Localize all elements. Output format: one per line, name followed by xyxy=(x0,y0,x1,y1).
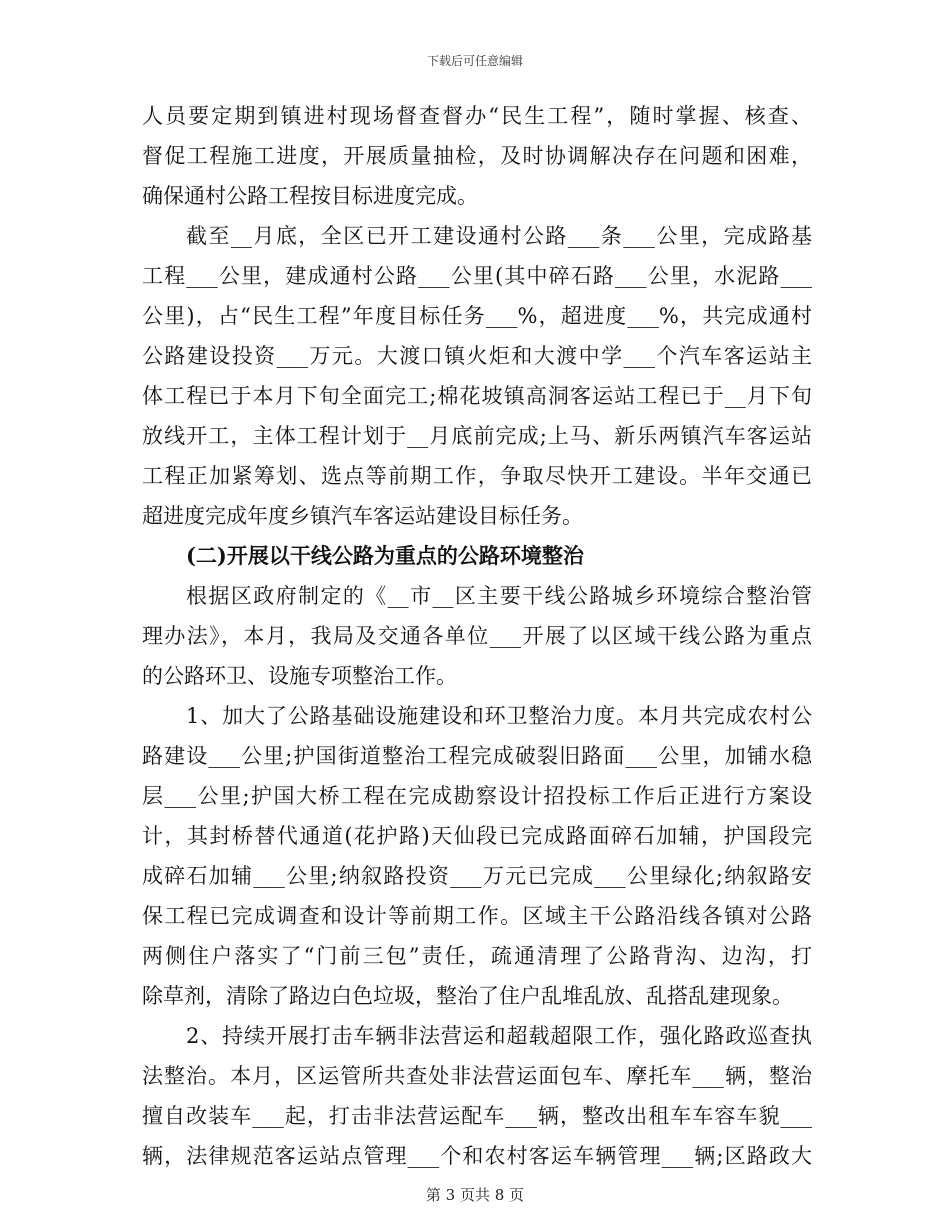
section-heading: (二)开展以干线公路为重点的公路环境整治 xyxy=(186,543,584,568)
body-line: 除草剂，清除了路边白色垃圾，整治了住户乱堆乱放、乱搭乱建现象。 xyxy=(142,984,793,1008)
body-line: 工程___公里，建成通村公路___公里(其中碎石路___公里，水泥路___ xyxy=(142,264,812,288)
body-line: 计，其封桥替代通道(花护路)天仙段已完成路面碎石加辅，护国段完 xyxy=(142,824,812,848)
body-line: 保工程已完成调查和设计等前期工作。区域主干公路沿线各镇对公路 xyxy=(142,904,812,928)
page-header: 下载后可任意编辑 xyxy=(426,54,523,68)
body-line: 截至__月底，全区已开工建设通村公路___条___公里，完成路基 xyxy=(186,224,812,248)
body-line: 擅自改装车___起，打击非法营运配车___辆，整改出租车车容车貌___ xyxy=(142,1104,812,1128)
body-line: 层___公里;护国大桥工程在完成勘察设计招投标工作后正进行方案设 xyxy=(142,784,812,808)
document-body xyxy=(142,96,812,1176)
body-line: 公路建设投资___万元。大渡口镇火炬和大渡中学___个汽车客运站主 xyxy=(142,344,812,368)
body-line: 工程正加紧筹划、选点等前期工作，争取尽快开工建设。半年交通已 xyxy=(142,464,812,488)
body-line: 1、加大了公路基础设施建设和环卫整治力度。本月共完成农村公 xyxy=(186,704,812,728)
page-footer: 第 3 页共 8 页 xyxy=(425,1186,525,1204)
body-line: 理办法》，本月，我局及交通各单位___开展了以区域干线公路为重点 xyxy=(142,624,812,648)
body-line: 公里)，占“民生工程”年度目标任务___%，超进度___%，共完成通村 xyxy=(142,304,812,328)
body-line: 人员要定期到镇进村现场督查督办“民生工程”，随时掌握、核查、 xyxy=(142,104,812,128)
body-line: 超进度完成年度乡镇汽车客运站建设目标任务。 xyxy=(142,504,583,528)
body-line: 确保通村公路工程按目标进度完成。 xyxy=(142,184,478,208)
body-line: 路建设___公里;护国街道整治工程完成破裂旧路面___公里，加铺水稳 xyxy=(142,744,812,768)
body-line: 的公路环卫、设施专项整治工作。 xyxy=(142,664,457,688)
body-line: 根据区政府制定的《__市__区主要干线公路城乡环境综合整治管 xyxy=(186,584,812,608)
body-line: 成碎石加辅___公里;纳叙路投资___万元已完成___公里绿化;纳叙路安 xyxy=(142,864,812,888)
body-line: 2、持续开展打击车辆非法营运和超载超限工作，强化路政巡查执 xyxy=(186,1024,812,1048)
body-line: 督促工程施工进度，开展质量抽检，及时协调解决存在问题和困难， xyxy=(142,144,812,168)
body-line: 两侧住户落实了“门前三包”责任，疏通清理了公路背沟、边沟，打 xyxy=(142,944,812,968)
body-line: 法整治。本月，区运管所共查处非法营运面包车、摩托车___辆，整治 xyxy=(142,1064,812,1088)
body-line: 放线开工，主体工程计划于__月底前完成;上马、新乐两镇汽车客运站 xyxy=(142,424,812,448)
body-line: 体工程已于本月下旬全面完工;棉花坡镇高洞客运站工程已于__月下旬 xyxy=(142,384,812,408)
body-line: 辆，法律规范客运站点管理___个和农村客运车辆管理___辆;区路政大 xyxy=(142,1144,812,1168)
